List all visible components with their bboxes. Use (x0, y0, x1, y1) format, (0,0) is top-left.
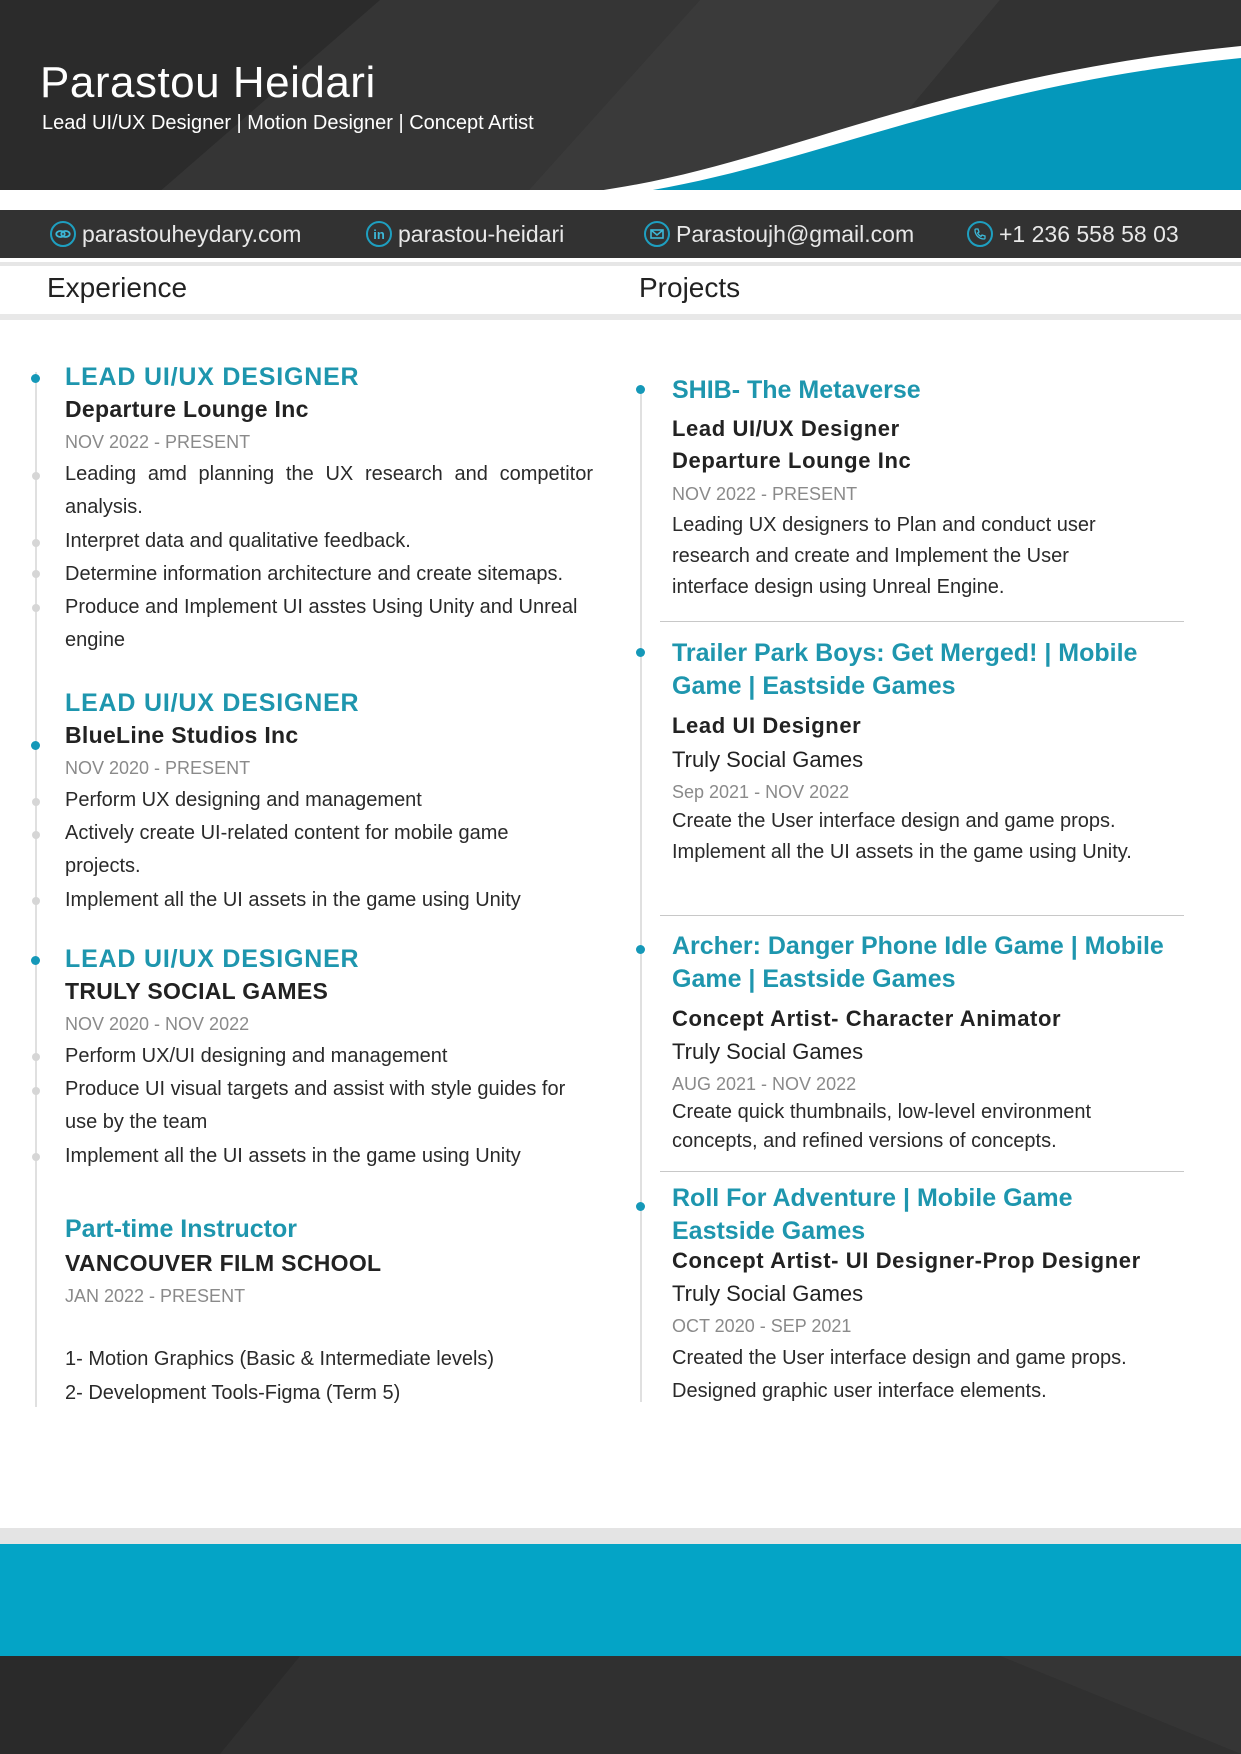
footer-accent-band (0, 1544, 1241, 1656)
bullet-dot (32, 1087, 40, 1095)
project-role: Concept Artist- Character Animator (672, 1006, 1062, 1031)
bullet-dot (32, 897, 40, 905)
contact-linkedin[interactable] (366, 210, 564, 258)
experience-bullet: Perform UX designing and management (65, 789, 422, 811)
instructor-role: Part-time Instructor (65, 1215, 297, 1243)
divider (660, 1171, 1184, 1172)
bullet-dot (32, 539, 40, 547)
contact-email[interactable] (644, 210, 914, 258)
contact-website[interactable] (50, 210, 301, 258)
timeline-dot (636, 648, 645, 657)
project-role: Lead UI/UX Designer (672, 416, 900, 441)
experience-bullet: Implement all the UI assets in the game using Unity (65, 889, 521, 911)
project-description: Created the User interface design and game props. Designed graphic user interface elements. (672, 1347, 1127, 1402)
project-company: Truly Social Games (672, 1281, 864, 1306)
timeline-dot (31, 741, 40, 750)
project-date: OCT 2020 - SEP 2021 (672, 1316, 852, 1336)
experience-company: TRULY SOCIAL GAMES (65, 978, 329, 1004)
bullet-dot (32, 831, 40, 839)
experience-bullet: Interpret data and qualitative feedback. (65, 530, 411, 552)
candidate-name: Parastou Heidari (40, 58, 376, 107)
link-icon (50, 221, 76, 247)
projects-timeline (640, 385, 642, 1402)
bullet-dot (32, 798, 40, 806)
experience-bullet: Produce and Implement UI asstes Using Unity and Unreal engine (65, 596, 578, 651)
contact-email-text: Parastoujh@gmail.com (676, 220, 915, 247)
timeline-dot (636, 1202, 645, 1211)
bullet-dot (32, 604, 40, 612)
header-banner (0, 0, 1241, 200)
project-description: Leading UX designers to Plan and conduct user research and create and Implement the User interface design using Unreal Engine. (672, 514, 1096, 598)
timeline-dot (636, 945, 645, 954)
experience-bullet: Implement all the UI assets in the game using Unity (65, 1145, 521, 1167)
footer-divider (0, 1528, 1241, 1544)
experience-date: NOV 2022 - PRESENT (65, 432, 251, 452)
experience-role: LEAD UI/UX DESIGNER (65, 363, 360, 391)
experience-bullet: Actively create UI-related content for mobile game projects. (65, 822, 509, 877)
timeline-dot (636, 385, 645, 394)
bullet-dot (32, 1053, 40, 1061)
experience-bullet: Determine information architecture and create sitemaps. (65, 563, 564, 585)
project-title: Archer: Danger Phone Idle Game | Mobile Game | Eastside Games (672, 932, 1164, 993)
experience-bullet: Perform UX/UI designing and management (65, 1045, 448, 1067)
contact-phone-text: +1 236 558 58 03 (999, 220, 1179, 247)
divider (0, 262, 1241, 266)
mail-icon (644, 221, 670, 247)
experience-company: BlueLine Studios Inc (65, 722, 299, 748)
experience-date: JAN 2022 - PRESENT (65, 1286, 246, 1306)
project-date: AUG 2021 - NOV 2022 (672, 1074, 857, 1094)
candidate-tagline: Lead UI/UX Designer | Motion Designer | Concept Artist (42, 112, 534, 134)
course-item: 1- Motion Graphics (Basic & Intermediate levels) (65, 1348, 495, 1370)
project-company: Truly Social Games (672, 1039, 864, 1064)
project-description: Create the User interface design and game props. Implement all the UI assets in the game using Unity. (672, 810, 1132, 863)
timeline-dot (31, 956, 40, 965)
project-date: NOV 2022 - PRESENT (672, 484, 858, 504)
experience-date: NOV 2020 - NOV 2022 (65, 1014, 250, 1034)
experience-company: VANCOUVER FILM SCHOOL (65, 1250, 382, 1276)
project-role: Concept Artist- UI Designer-Prop Designer (672, 1248, 1141, 1273)
footer-pattern (0, 1656, 1241, 1754)
contact-phone[interactable] (967, 210, 1179, 258)
divider (0, 314, 1241, 320)
course-item: 2- Development Tools-Figma (Term 5) (65, 1382, 401, 1404)
bullet-dot (32, 570, 40, 578)
bullet-dot (32, 1153, 40, 1161)
contact-website-text: parastouheydary.com (82, 220, 302, 247)
project-title: Roll For Adventure | Mobile Game Eastside Games (672, 1184, 1073, 1245)
project-company: Truly Social Games (672, 747, 864, 772)
contact-bar (0, 210, 1241, 258)
experience-bullet: Produce UI visual targets and assist with style guides for use by the team (65, 1078, 566, 1133)
contact-linkedin-text: parastou-heidari (398, 220, 565, 247)
project-role: Lead UI Designer (672, 713, 862, 738)
footer-dark-band (0, 1656, 1241, 1754)
experience-role: LEAD UI/UX DESIGNER (65, 689, 360, 717)
divider (660, 915, 1184, 916)
experience-date: NOV 2020 - PRESENT (65, 758, 251, 778)
bullet-dot (32, 472, 40, 480)
project-date: Sep 2021 - NOV 2022 (672, 782, 850, 802)
project-description: Create quick thumbnails, low-level environment concepts, and refined versions of concepts. (672, 1101, 1092, 1152)
project-title: Trailer Park Boys: Get Merged! | Mobile Game | Eastside Games (672, 639, 1138, 700)
divider (660, 621, 1184, 622)
experience-bullet: Leading amd planning the UX research and competitor analysis. (65, 463, 593, 518)
project-company: Departure Lounge Inc (672, 448, 912, 473)
experience-heading: Experience (47, 272, 188, 303)
projects-heading: Projects (639, 272, 741, 303)
linkedin-icon: in (366, 221, 392, 247)
experience-timeline (35, 372, 37, 1407)
phone-icon (967, 221, 993, 247)
experience-role: LEAD UI/UX DESIGNER (65, 945, 360, 973)
timeline-dot (31, 374, 40, 383)
project-title: SHIB- The Metaverse (672, 376, 921, 404)
experience-company: Departure Lounge Inc (65, 396, 309, 422)
